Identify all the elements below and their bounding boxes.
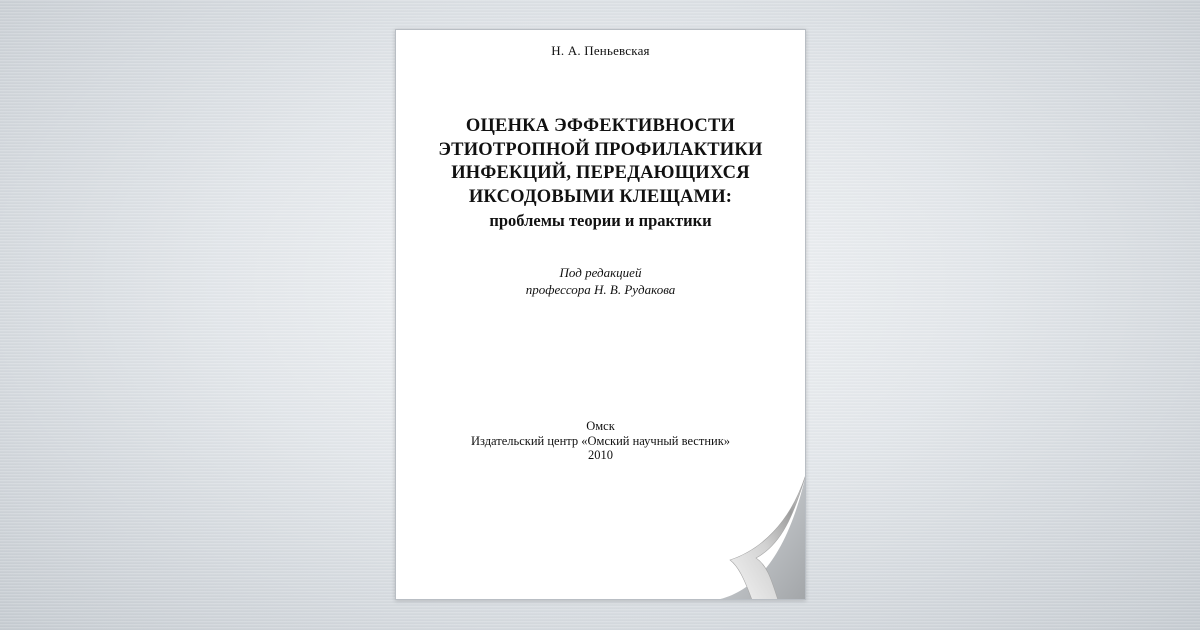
author-name: Н. А. Пеньевская [551,43,650,58]
publisher-name: Издательский центр «Омский научный вестник» [470,433,731,448]
book-title [396,115,805,233]
editor-credit [396,264,805,298]
book-subtitle: проблемы теории и практики [489,211,712,230]
publication-year: 2010 [588,448,613,462]
editor-name: профессора Н. В. Рудакова [525,282,676,297]
editor-label: Под редакцией [559,265,642,280]
book-title-page [395,29,806,600]
title-line: ИКСОДОВЫМИ КЛЕЩАМИ: [468,186,733,207]
publication-city: Омск [586,419,615,433]
title-line: ЭТИОТРОПНОЙ ПРОФИЛАКТИКИ [438,139,763,160]
publication-imprint [396,419,805,463]
title-line: ИНФЕКЦИЙ, ПЕРЕДАЮЩИХСЯ [451,163,750,183]
title-line: ОЦЕНКА ЭФФЕКТИВНОСТИ [465,116,736,136]
page-curl-icon [716,474,806,600]
